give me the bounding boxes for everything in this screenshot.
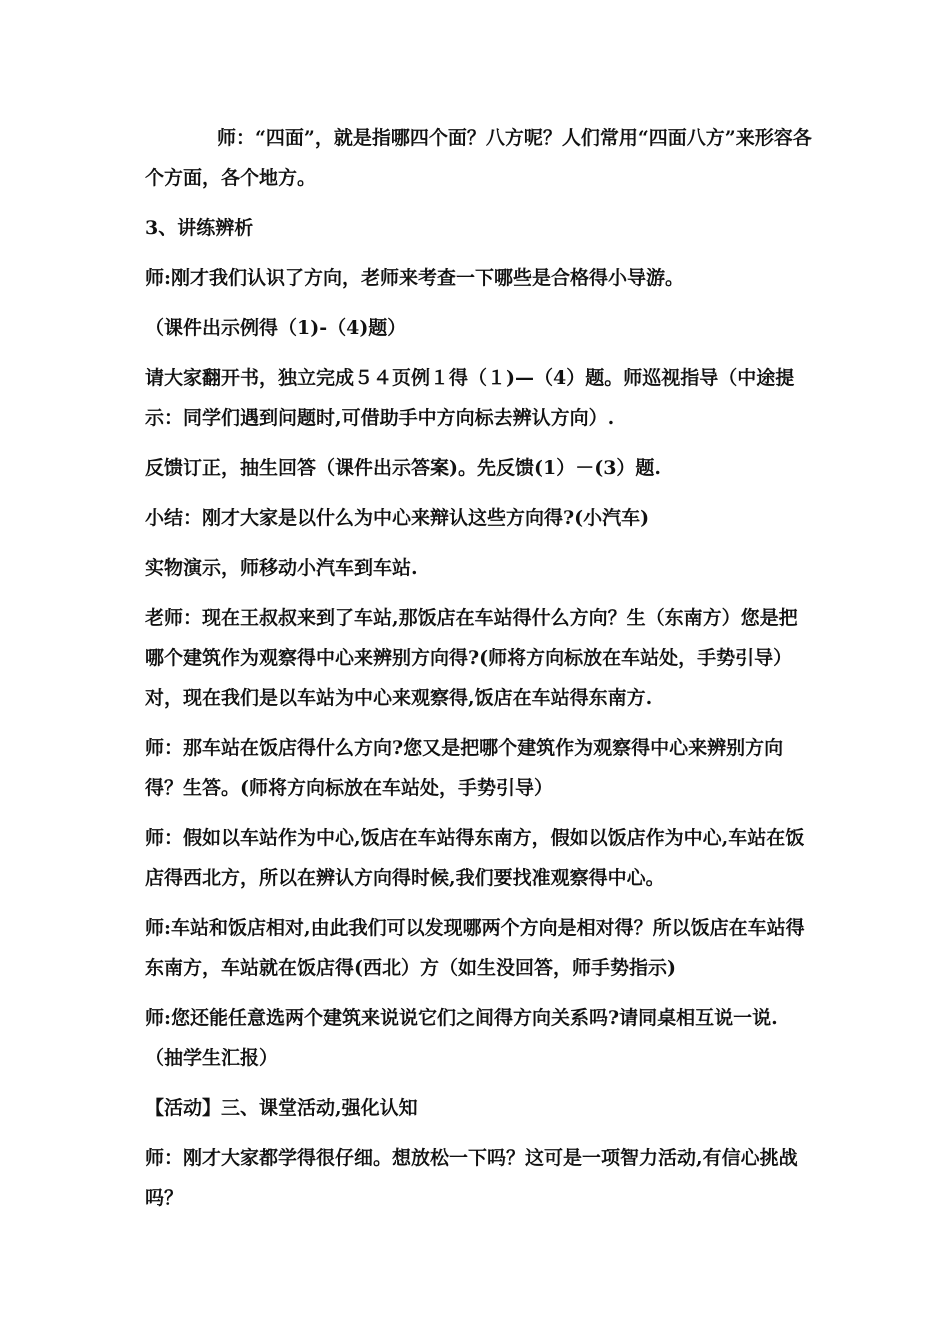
paragraph-summary: 小结：刚才大家是以什么为中心来辩认这些方向得?(小汽车) (145, 507, 650, 529)
paragraph-teacher-check: 师:刚才我们认识了方向，老师来考查一下哪些是合格得小导游。 (145, 267, 685, 289)
paragraph-courseware-example: （课件出示例得（1)-（4)题） (145, 317, 407, 339)
paragraph-feedback: 反馈订正，抽生回答（课件出示答案)。先反馈(1）－(3）题. (145, 457, 662, 479)
section-heading-activity: 【活动】三、课堂活动,强化认知 (145, 1097, 418, 1119)
section-heading-practice: 3、讲练辨析 (145, 217, 254, 239)
paragraph-hotel-question: 师：那车站在饭店得什么方向?您又是把哪个建筑作为观察得中心来辨别方向得？生答。(师将方向标放在车站处，手势引导） (145, 737, 784, 799)
document-body (145, 118, 815, 1228)
paragraph-demo: 实物演示，师移动小汽车到车站. (145, 557, 418, 579)
paragraph-activity-intro: 师：刚才大家都学得很仔细。想放松一下吗？这可是一项智力活动,有信心挑战吗？ (145, 1147, 798, 1209)
paragraph-intro: 师：“四面”，就是指哪四个面？八方呢？人们常用“四面八方”来形容各个方面，各个地方。 (145, 127, 812, 189)
paragraph-open-book: 请大家翻开书，独立完成５４页例１得（１)—（4）题。师巡视指导（中途提示：同学们遇到问题时,可借助手中方向标去辨认方向）. (145, 367, 795, 429)
paragraph-opposite-directions: 师:车站和饭店相对,由此我们可以发现哪两个方向是相对得？所以饭店在车站得东南方，车站就在饭店得(西北）方（如生没回答，师手势指示) (145, 917, 805, 979)
paragraph-center-explanation: 师：假如以车站作为中心,饭店在车站得东南方，假如以饭店作为中心,车站在饭店得西北方，所以在辨认方向得时候,我们要找准观察得中心。 (145, 827, 805, 889)
paragraph-pair-discussion: 师:您还能任意选两个建筑来说说它们之间得方向关系吗?请同桌相互说一说.（抽学生汇报） (145, 1007, 778, 1069)
paragraph-station-question: 老师：现在王叔叔来到了车站,那饭店在车站得什么方向？生（东南方）您是把哪个建筑作为观察得中心来辨别方向得?(师将方向标放在车站处，手势引导）对，现在我们是以车站为中心来观察得,饭店在车站得东南方. (145, 607, 798, 709)
